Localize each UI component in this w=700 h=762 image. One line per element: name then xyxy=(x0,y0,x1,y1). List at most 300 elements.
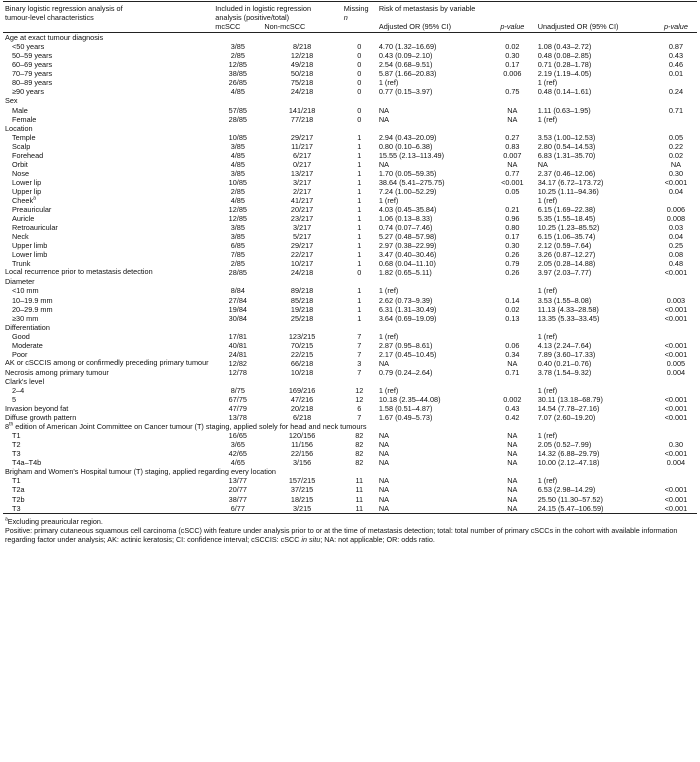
adjusted-p-value: 0.17 xyxy=(505,60,520,70)
unadjusted-or-value: 6.53 (2.98–14.29) xyxy=(537,485,596,495)
empty-cell xyxy=(213,33,262,43)
unadjusted-or-value: 2.12 (0.59–7.64) xyxy=(537,241,592,251)
empty-cell xyxy=(377,323,489,332)
missing-value: 1 xyxy=(357,132,362,142)
row-label-text: Neck xyxy=(12,232,29,242)
section-label-lead: 8 xyxy=(5,422,10,432)
row-label-text: 70–79 years xyxy=(12,69,53,79)
unadjusted-p-value xyxy=(655,196,697,205)
table-row xyxy=(3,440,697,449)
row-label-text: Male xyxy=(12,105,28,115)
unadjusted-or-value: 7.89 (3.60–17.33) xyxy=(537,349,596,359)
adjusted-or-value: 1.70 (0.05–59.35) xyxy=(378,168,437,178)
missing-value: 0 xyxy=(357,114,362,124)
unadjusted-p-value: <0.001 xyxy=(664,494,688,504)
unadjusted-p-value: 0.04 xyxy=(668,232,684,242)
table-row xyxy=(3,431,697,440)
adjusted-p-value xyxy=(489,196,536,205)
mcscc-value: 47/79 xyxy=(228,404,247,414)
adjusted-or-value: 0.43 (0.09–2.10) xyxy=(378,51,433,61)
non-mcscc-value: 6/218 xyxy=(292,413,312,423)
row-label-text: Local recurrence prior to metastasis detection xyxy=(5,268,153,277)
row-label-text: Forehead xyxy=(12,150,44,160)
empty-cell xyxy=(655,377,697,386)
adjusted-or-value: 0.68 (0.04–11.10) xyxy=(378,259,436,269)
table-row xyxy=(3,133,697,142)
adjusted-or-value: 1 (ref) xyxy=(378,385,399,395)
row-label-text: Location xyxy=(5,123,33,133)
missing-value: 0 xyxy=(357,60,362,70)
adjusted-p-value xyxy=(489,386,536,395)
mcscc-value: 10/85 xyxy=(228,132,247,142)
row-label-text: T1 xyxy=(12,431,21,441)
adjusted-or-value: 1 (ref) xyxy=(378,331,399,341)
header-unadjusted-or: Unadjusted OR (95% CI) xyxy=(536,22,655,33)
non-mcscc-value: 37/215 xyxy=(290,485,314,495)
unadjusted-p-value: 0.08 xyxy=(668,250,684,260)
mcscc-value: 4/85 xyxy=(230,87,245,97)
unadjusted-p-value: <0.001 xyxy=(655,504,697,514)
adjusted-or-value: 6.31 (1.31–30.49) xyxy=(378,304,437,314)
unadjusted-p-value: 0.46 xyxy=(668,60,684,70)
empty-cell xyxy=(262,33,341,43)
header-risk: Risk of metastasis by variable xyxy=(378,4,476,13)
row-label-text: Differentiation xyxy=(5,322,50,332)
missing-value: 0 xyxy=(357,105,362,115)
adjusted-p-value: 0.17 xyxy=(505,232,520,242)
missing-value: 0 xyxy=(357,268,362,278)
non-mcscc-value: 49/218 xyxy=(290,60,314,70)
unadjusted-p-value xyxy=(655,286,697,295)
row-label xyxy=(3,449,213,458)
mcscc-value: 38/77 xyxy=(228,494,247,504)
row-label-text: T3 xyxy=(12,503,21,513)
header-included xyxy=(213,2,342,23)
row-label xyxy=(3,169,213,178)
non-mcscc-value: 29/217 xyxy=(290,241,314,251)
empty-cell xyxy=(377,33,489,43)
empty-cell xyxy=(489,323,536,332)
adjusted-or-value: NA xyxy=(378,440,389,450)
unadjusted-p-value xyxy=(655,386,697,395)
unadjusted-or-value: 10.25 (1.23–85.52) xyxy=(537,223,600,233)
adjusted-p-value: 0.006 xyxy=(503,69,522,79)
unadjusted-p-value xyxy=(655,431,697,440)
row-label xyxy=(3,250,213,259)
missing-value: 1 xyxy=(357,177,362,187)
row-label xyxy=(3,341,213,350)
header-included-line-2: analysis (positive/total) xyxy=(215,13,290,23)
missing-value: 1 xyxy=(357,304,362,314)
row-label xyxy=(3,223,213,232)
row-label-text: Invasion beyond fat xyxy=(5,404,69,414)
missing-value: 12 xyxy=(355,385,364,395)
adjusted-or-value: NA xyxy=(378,114,389,124)
mcscc-value: 30/84 xyxy=(228,313,247,323)
adjusted-or-value: 7.24 (1.00–52.29) xyxy=(378,186,437,196)
adjusted-p-value xyxy=(489,78,536,87)
mcscc-value: 27/84 xyxy=(228,295,247,305)
header-missing xyxy=(342,2,377,23)
non-mcscc-value: 23/217 xyxy=(290,214,314,224)
missing-value: 82 xyxy=(355,449,364,459)
row-label-text: Lower lip xyxy=(12,177,42,187)
unadjusted-or-value: 2.19 (1.19–4.05) xyxy=(537,69,592,79)
unadjusted-or-value: 1 (ref) xyxy=(537,114,558,124)
empty-cell xyxy=(342,96,377,105)
mcscc-value: 8/84 xyxy=(230,286,245,296)
row-label-text: Necrosis among primary tumour xyxy=(5,367,109,377)
non-mcscc-value: 3/217 xyxy=(292,223,312,233)
missing-value: 1 xyxy=(357,286,362,296)
non-mcscc-value: 24/218 xyxy=(290,268,314,278)
table-row xyxy=(3,96,697,105)
table-row xyxy=(3,504,697,514)
missing-value: 1 xyxy=(357,259,362,269)
adjusted-p-value: 0.14 xyxy=(505,295,520,305)
non-mcscc-value: 123/215 xyxy=(288,331,316,341)
mcscc-value: 28/85 xyxy=(228,268,247,278)
row-label-text: Diffuse growth pattern xyxy=(5,413,77,423)
table-row xyxy=(3,187,697,196)
unadjusted-p-value: NA xyxy=(670,159,681,169)
unadjusted-or-value: 0.71 (0.28–1.78) xyxy=(537,60,592,70)
table-row xyxy=(3,449,697,458)
non-mcscc-value: 24/218 xyxy=(290,87,314,97)
table-row xyxy=(3,286,697,295)
missing-value: 1 xyxy=(357,205,362,215)
header-missing-label: Missing xyxy=(343,4,369,13)
footnote-a-mark: a xyxy=(5,516,8,523)
variable-label xyxy=(3,404,213,413)
table-row xyxy=(3,395,697,404)
table-row xyxy=(3,250,697,259)
empty-cell xyxy=(489,96,536,105)
row-label-text: Trunk xyxy=(12,259,31,269)
empty-cell xyxy=(213,277,262,286)
variable-label xyxy=(3,413,213,422)
adjusted-p-value: <0.001 xyxy=(501,177,524,187)
unadjusted-or-value: 25.50 (11.30–57.52) xyxy=(537,494,603,504)
unadjusted-or-value: 14.32 (6.88–29.79) xyxy=(537,449,600,459)
missing-value: 1 xyxy=(357,186,362,196)
missing-value: 6 xyxy=(357,404,362,414)
missing-value: 7 xyxy=(357,340,362,350)
table-row xyxy=(3,377,697,386)
table-row xyxy=(3,332,697,341)
unadjusted-p-value: <0.001 xyxy=(664,485,688,495)
adjusted-p-value: 0.96 xyxy=(505,214,520,224)
unadjusted-p-value: 0.30 xyxy=(668,440,684,450)
missing-value: 82 xyxy=(355,458,364,468)
row-label xyxy=(3,178,213,187)
adjusted-or-value: 2.94 (0.43–20.09) xyxy=(378,132,437,142)
row-label xyxy=(3,305,213,314)
table-row xyxy=(3,476,697,485)
section-label-superscript: th xyxy=(9,422,14,428)
row-label-text: <10 mm xyxy=(12,286,39,296)
table-row xyxy=(3,205,697,214)
row-label xyxy=(3,187,213,196)
adjusted-or-value: NA xyxy=(378,458,389,468)
adjusted-p-value: 0.43 xyxy=(505,404,520,414)
table-row xyxy=(3,33,697,43)
row-label-text: 60–69 years xyxy=(12,60,53,70)
header-adjusted-or: Adjusted OR (95% CI) xyxy=(377,22,489,33)
non-mcscc-value: 0/217 xyxy=(292,159,312,169)
mcscc-value: 2/85 xyxy=(230,186,245,196)
non-mcscc-value: 11/217 xyxy=(291,141,313,151)
mcscc-value: 12/85 xyxy=(228,60,247,70)
adjusted-p-value: 0.79 xyxy=(505,259,520,269)
row-label-text: Female xyxy=(12,114,37,124)
adjusted-or-value: 1 (ref) xyxy=(378,286,399,296)
missing-value: 1 xyxy=(357,141,362,151)
adjusted-or-value: 1.06 (0.13–8.33) xyxy=(378,214,433,224)
unadjusted-or-value: 6.15 (1.06–35.74) xyxy=(537,232,596,242)
table-row xyxy=(3,386,697,395)
empty-cell xyxy=(536,277,655,286)
unadjusted-p-value: <0.001 xyxy=(664,395,688,405)
empty-cell xyxy=(377,96,489,105)
table-row xyxy=(3,268,697,277)
row-label xyxy=(3,232,213,241)
header-missing-blank xyxy=(342,22,377,33)
variable-label xyxy=(3,33,213,43)
missing-value: 1 xyxy=(357,295,362,305)
unadjusted-or-value: 2.80 (0.54–14.53) xyxy=(537,141,596,151)
empty-cell xyxy=(213,323,262,332)
unadjusted-p-value: <0.001 xyxy=(664,404,688,414)
header-missing-n: n xyxy=(343,13,348,23)
non-mcscc-value: 20/217 xyxy=(290,205,314,215)
row-label xyxy=(3,87,213,96)
table-row xyxy=(3,495,697,504)
unadjusted-or-value: 3.78 (1.54–9.32) xyxy=(537,367,592,377)
table-row xyxy=(3,214,697,223)
adjusted-or-value: 4.03 (0.45–35.84) xyxy=(378,205,437,215)
adjusted-p-value: NA xyxy=(489,504,536,514)
non-mcscc-value: 141/218 xyxy=(288,105,316,115)
adjusted-p-value: 0.002 xyxy=(503,395,522,405)
non-mcscc-value: 157/215 xyxy=(288,476,316,486)
unadjusted-or-value: 1.11 (0.63–1.95) xyxy=(537,105,591,115)
variable-label xyxy=(3,277,213,286)
missing-value: 11 xyxy=(355,476,364,486)
table-row xyxy=(3,241,697,250)
section-label-text: edition of American Joint Committee on Cancer tumour (T) staging, applied solely for head and neck tumours xyxy=(15,422,367,432)
unadjusted-or-value: 1 (ref) xyxy=(537,431,558,441)
footnote-a xyxy=(5,517,695,526)
table-row xyxy=(3,277,697,286)
unadjusted-p-value: 0.24 xyxy=(668,87,684,97)
mcscc-value: 24/81 xyxy=(228,349,247,359)
adjusted-or-value: 1 (ref) xyxy=(378,78,399,88)
row-label xyxy=(3,350,213,359)
mcscc-value: 40/81 xyxy=(228,340,247,350)
adjusted-p-value: NA xyxy=(507,159,518,169)
mcscc-value: 57/85 xyxy=(228,105,247,115)
empty-cell xyxy=(536,124,655,133)
row-label-text: 80–89 years xyxy=(12,78,53,88)
row-label-text: T1 xyxy=(12,476,21,486)
adjusted-or-value: NA xyxy=(378,476,389,486)
row-label-text: Retroauricular xyxy=(12,223,58,233)
table-row xyxy=(3,196,697,205)
non-mcscc-value: 3/156 xyxy=(292,458,312,468)
unadjusted-p-value: <0.001 xyxy=(664,177,688,187)
unadjusted-or-value: 2.05 (0.28–14.88) xyxy=(537,259,596,269)
row-label xyxy=(3,476,213,485)
row-label-text: 10–19.9 mm xyxy=(12,295,53,305)
row-label-text: Diameter xyxy=(5,277,35,287)
table-row xyxy=(3,485,697,494)
unadjusted-or-value: 1 (ref) xyxy=(537,286,558,296)
empty-cell xyxy=(489,33,536,43)
table-body xyxy=(3,33,697,513)
non-mcscc-value: 89/218 xyxy=(290,286,314,296)
mcscc-value: 3/85 xyxy=(230,141,245,151)
row-label-text: Clark's level xyxy=(5,376,45,386)
mcscc-value: 12/85 xyxy=(228,214,247,224)
variable-label xyxy=(3,268,213,277)
row-label xyxy=(3,495,213,504)
mcscc-value: 10/85 xyxy=(228,177,247,187)
unadjusted-or-value: 13.35 (5.33–33.45) xyxy=(537,313,600,323)
section-label-text: Brigham and Women's Hospital tumour (T) staging, applied regarding every location xyxy=(5,467,276,477)
non-mcscc-value: 29/217 xyxy=(290,132,314,142)
row-label-text: Lower limb xyxy=(12,250,48,260)
adjusted-or-value: 3.47 (0.40–30.46) xyxy=(378,250,437,260)
missing-value: 7 xyxy=(357,367,362,377)
missing-value: 82 xyxy=(355,431,364,441)
mcscc-value: 3/85 xyxy=(230,42,245,52)
non-mcscc-value: 3/215 xyxy=(262,504,341,514)
row-label xyxy=(3,214,213,223)
mcscc-value: 6/77 xyxy=(213,504,262,514)
table-row xyxy=(3,467,697,476)
mcscc-value: 67/75 xyxy=(228,395,247,405)
mcscc-value: 3/85 xyxy=(230,168,245,178)
mcscc-value: 3/85 xyxy=(230,232,245,242)
table-row xyxy=(3,115,697,124)
row-label xyxy=(3,485,213,494)
table-row xyxy=(3,69,697,78)
table-row xyxy=(3,422,697,431)
mcscc-value: 4/85 xyxy=(230,159,245,169)
empty-cell xyxy=(262,96,341,105)
adjusted-p-value: 0.05 xyxy=(505,186,520,196)
non-mcscc-value: 10/218 xyxy=(290,367,314,377)
unadjusted-or-value: 5.35 (1.55–18.45) xyxy=(537,214,596,224)
unadjusted-p-value: 0.003 xyxy=(666,295,686,305)
empty-cell xyxy=(213,377,262,386)
unadjusted-p-value: <0.001 xyxy=(664,304,688,314)
mcscc-value: 17/81 xyxy=(228,331,247,341)
table-row xyxy=(3,350,697,359)
adjusted-or-value: 2.87 (0.95–8.61) xyxy=(378,340,433,350)
adjusted-or-value: NA xyxy=(378,485,389,495)
adjusted-or-value: 0.80 (0.10–6.38) xyxy=(378,141,433,151)
row-label xyxy=(3,332,213,341)
empty-cell xyxy=(262,377,341,386)
header-mcscc: mcSCC xyxy=(213,22,262,33)
adjusted-or-value: NA xyxy=(378,159,389,169)
non-mcscc-value: 19/218 xyxy=(290,304,314,314)
row-label xyxy=(3,106,213,115)
row-label-text: 2–4 xyxy=(12,385,25,395)
adjusted-p-value: 0.30 xyxy=(505,241,520,251)
unadjusted-or-value: 34.17 (6.72–173.72) xyxy=(537,177,604,187)
footnotes xyxy=(3,517,697,544)
adjusted-or-value: NA xyxy=(378,105,389,115)
missing-value: 1 xyxy=(357,214,362,224)
table-row xyxy=(3,106,697,115)
row-label xyxy=(3,458,213,467)
section-label xyxy=(3,422,697,431)
row-label xyxy=(3,42,213,51)
table-row xyxy=(3,178,697,187)
non-mcscc-value: 22/215 xyxy=(290,349,314,359)
row-label xyxy=(3,133,213,142)
empty-cell xyxy=(536,96,655,105)
table-row xyxy=(3,296,697,305)
unadjusted-or-value: 1 (ref) xyxy=(537,78,558,88)
mcscc-value: 12/82 xyxy=(228,358,247,368)
missing-value: 11 xyxy=(355,485,364,495)
regression-table xyxy=(3,1,697,514)
unadjusted-or-value: 2.05 (0.52–7.99) xyxy=(537,440,592,450)
row-label-text: Orbit xyxy=(12,159,28,169)
unadjusted-or-value: 0.48 (0.08–2.85) xyxy=(537,51,592,61)
adjusted-p-value: NA xyxy=(507,476,518,486)
unadjusted-or-value: 1 (ref) xyxy=(537,195,558,205)
table-row xyxy=(3,404,697,413)
variable-label xyxy=(3,368,213,377)
adjusted-p-value: 0.06 xyxy=(505,340,520,350)
unadjusted-or-value: 2.37 (0.46–12.06) xyxy=(537,168,596,178)
unadjusted-or-value: NA xyxy=(537,159,548,169)
adjusted-p-value xyxy=(489,332,536,341)
mcscc-value: 8/75 xyxy=(230,385,245,395)
row-label-text: Auricle xyxy=(12,214,35,224)
unadjusted-or-value: 1.08 (0.43–2.72) xyxy=(537,42,592,52)
unadjusted-p-value xyxy=(655,332,697,341)
unadjusted-or-value: 10.00 (2.12–47.18) xyxy=(537,458,600,468)
adjusted-or-value: NA xyxy=(378,358,389,368)
missing-value: 0 xyxy=(357,78,362,88)
row-label-text: Poor xyxy=(12,349,28,359)
unadjusted-or-value: 6.15 (1.69–22.38) xyxy=(537,205,596,215)
unadjusted-p-value xyxy=(655,115,697,124)
unadjusted-p-value xyxy=(655,476,697,485)
unadjusted-or-value: 3.26 (0.87–12.27) xyxy=(537,250,596,260)
empty-cell xyxy=(377,377,489,386)
adjusted-p-value: 0.02 xyxy=(505,42,520,52)
mcscc-value: 2/85 xyxy=(230,51,245,61)
variable-label xyxy=(3,323,213,332)
adjusted-or-value: 0.74 (0.07–7.46) xyxy=(378,223,433,233)
table-row xyxy=(3,314,697,323)
footnote-definitions: Positive: primary cutaneous squamous cell carcinoma (cSCC) with feature under analysis prior to or at the time of metastasis detection; total: total number of primary cSCCs in the cohort with available information regarding factor under analysis; AK: actinic keratosis; CI: confidence interval; cSCCIS: cSCC in situ; NA: not applicable; OR: odds ratio. xyxy=(5,525,678,544)
mcscc-value: 28/85 xyxy=(228,114,247,124)
footnote-a-text: Excluding preauricular region. xyxy=(7,516,103,526)
empty-cell xyxy=(489,377,536,386)
mcscc-value: 16/65 xyxy=(228,431,247,441)
unadjusted-p-value: 0.03 xyxy=(668,223,684,233)
adjusted-or-value: 15.55 (2.13–113.49) xyxy=(378,150,445,160)
unadjusted-p-value: <0.001 xyxy=(664,413,688,423)
